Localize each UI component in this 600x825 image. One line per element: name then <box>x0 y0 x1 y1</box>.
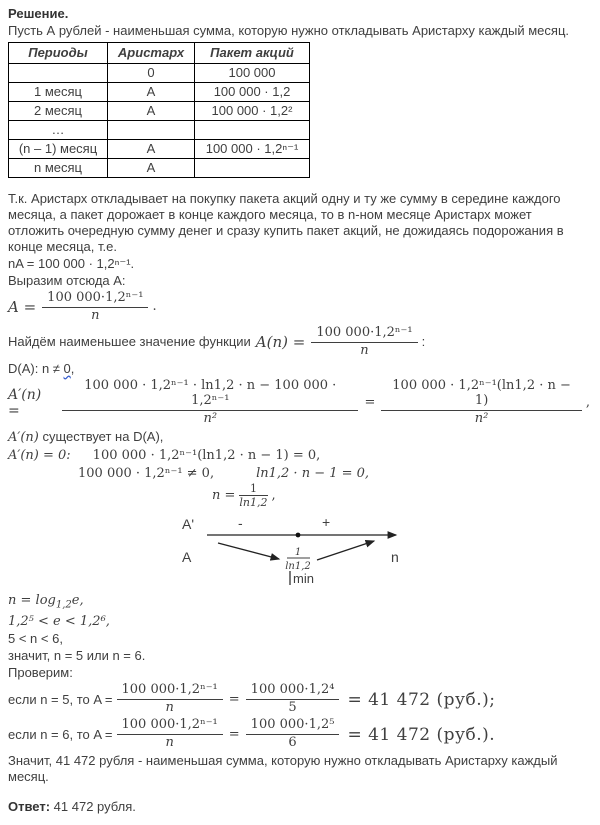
domain-zero: 0 <box>63 360 71 376</box>
min-point-denominator: ln1,2 <box>285 560 311 572</box>
equals-sign: = <box>364 394 376 410</box>
fraction-denominator: 5 <box>288 700 297 716</box>
table-row <box>9 102 310 121</box>
answer-line <box>8 799 590 815</box>
table-cell <box>108 121 195 140</box>
fraction <box>246 683 340 716</box>
derivative-axis-label: A' <box>182 515 195 532</box>
answer-label: Ответ: <box>8 799 51 815</box>
table-cell: 0 <box>108 64 195 83</box>
fraction <box>117 718 223 751</box>
a-equation-lhs: A = <box>8 298 37 317</box>
solution-heading: Решение. <box>8 6 69 21</box>
ln-equation: ln1,2 · n − 1 = 0, <box>256 465 370 481</box>
critical-line-2 <box>78 465 590 482</box>
domain-pre: D(A): n ≠ <box>8 360 64 376</box>
fraction-denominator: n <box>360 342 369 358</box>
derivative-lhs: A′(n) = <box>8 386 42 419</box>
table-row <box>9 83 310 102</box>
table-header-row <box>9 43 310 64</box>
domain-line <box>8 361 590 377</box>
table-cell: 100 000 · 1,2ⁿ⁻¹ <box>195 140 310 159</box>
fraction <box>246 718 340 751</box>
an-lhs: A(n) = <box>255 333 306 352</box>
table-cell <box>195 159 310 178</box>
plus-sign: + <box>322 513 331 530</box>
table-cell: А <box>108 83 195 102</box>
critical-line-1 <box>8 447 590 464</box>
table-cell: … <box>9 121 108 140</box>
fraction <box>381 379 582 427</box>
fraction-numerator: 100 000·1,2⁵ <box>246 718 340 735</box>
fraction-numerator: 100 000·1,2ⁿ⁻¹ <box>117 683 223 700</box>
case-n5-line <box>8 683 590 716</box>
fraction <box>311 326 417 359</box>
fraction-numerator: 100 000·1,2ⁿ⁻¹ <box>117 718 223 735</box>
fraction <box>62 379 358 427</box>
table-cell: А <box>108 102 195 121</box>
table-cell: А <box>108 140 195 159</box>
function-axis-label: A <box>182 548 192 565</box>
fraction-numerator: 1 <box>239 483 267 497</box>
table-cell: 1 месяц <box>9 83 108 102</box>
sign-diagram <box>176 512 590 590</box>
table-row <box>9 159 310 178</box>
table-row <box>9 140 310 159</box>
table-row <box>9 64 310 83</box>
case-n6-text: если n = 6, то A = <box>8 726 113 742</box>
fraction-denominator: ln1,2 <box>239 496 268 510</box>
minus-sign: - <box>238 514 243 531</box>
exists-line <box>8 429 590 446</box>
conclusion-paragraph: Значит, 41 472 рубля - наименьшая сумма, которую нужно откладывать Аристарху каждый месяц. <box>8 753 558 785</box>
table-cell: (n – 1) месяц <box>9 140 108 159</box>
table-header-periods: Периоды <box>9 43 108 64</box>
explanation-paragraph: Т.к. Аристарх откладывает на покупку пакета акций одну и ту же сумму в середине каждого месяца, а пакет дорожает в конце каждого месяца, то в n-ном месяце Аристарх может отложить очередную сумму денег и сразу купить пакет акций, не дожидаясь подорожания в конце месяца, т.е. <box>8 191 564 254</box>
fraction-numerator: 100 000·1,2ⁿ⁻¹ <box>311 326 417 343</box>
derivative-zero: A′(n) = 0: <box>8 447 71 463</box>
case-n5-result: = 41 472 (руб.); <box>347 689 496 710</box>
fraction-denominator: n <box>165 735 174 751</box>
derivative-equation <box>8 379 590 427</box>
fraction-denominator: 6 <box>288 735 297 751</box>
find-min-text: Найдём наименьшее значение функции <box>8 334 251 350</box>
decreasing-arrow <box>218 543 279 559</box>
table-header-packet: Пакет акций <box>195 43 310 64</box>
fraction <box>117 683 223 716</box>
critical-eq-1: 100 000 · 1,2ⁿ⁻¹(ln1,2 · n − 1) = 0, <box>92 447 321 463</box>
fraction-numerator: 100 000·1,2⁴ <box>246 683 340 700</box>
therefore-line: значит, n = 5 или n = 6. <box>8 648 146 664</box>
e-inequality-line: 1,2⁵ < e < 1,2⁶, <box>8 614 110 630</box>
fraction <box>239 483 267 510</box>
fraction-denominator: n² <box>203 410 218 426</box>
table-cell: 2 месяц <box>9 102 108 121</box>
fraction-numerator: 100 000 · 1,2ⁿ⁻¹(ln1,2 · n − 1) <box>381 379 582 411</box>
fraction <box>42 291 148 324</box>
domain-post: , <box>70 360 75 376</box>
fraction-denominator: n <box>165 700 174 716</box>
case-n5-text: если n = 5, то A = <box>8 691 113 707</box>
exists-text: существует на D(A), <box>38 428 164 444</box>
min-label: min <box>293 570 314 586</box>
table-cell: 100 000 <box>195 64 310 83</box>
case-n6-result: = 41 472 (руб.). <box>347 724 496 745</box>
table-cell <box>9 64 108 83</box>
table-row <box>9 121 310 140</box>
table-cell: 100 000 · 1,2² <box>195 102 310 121</box>
equals-sign: = <box>228 726 240 742</box>
table-cell <box>195 121 310 140</box>
increasing-arrow <box>317 541 374 560</box>
a-equation-period: . <box>152 299 157 315</box>
table-header-aristarh: Аристарх <box>108 43 195 64</box>
find-min-line <box>8 326 590 359</box>
answer-text: 41 472 рубля. <box>50 799 136 815</box>
table-cell: n месяц <box>9 159 108 178</box>
n-axis-label: n <box>391 548 399 565</box>
sign-diagram-svg <box>176 512 416 586</box>
case-n6-line <box>8 718 590 751</box>
fraction-denominator: n² <box>474 410 489 426</box>
table-cell: 100 000 · 1,2 <box>195 83 310 102</box>
n-equals: n = <box>212 488 236 504</box>
exists-lhs: A′(n) <box>8 429 39 445</box>
equals-sign: = <box>228 691 240 707</box>
intro-paragraph: Пусть А рублей - наименьшая сумма, которую нужно откладывать Аристарху каждый месяц. <box>8 23 570 38</box>
log-base: 1,2 <box>55 599 72 611</box>
critical-comma: , <box>271 488 276 504</box>
fraction-denominator: n <box>91 307 100 323</box>
n-inequality-line: 5 < n < 6, <box>8 631 63 647</box>
fraction-numerator: 100 000 · 1,2ⁿ⁻¹ · ln1,2 · n − 100 000 · 1,2ⁿ⁻¹ <box>62 379 358 411</box>
critical-point-dot <box>296 532 301 537</box>
min-point-numerator: 1 <box>294 546 302 558</box>
fraction-numerator: 100 000·1,2ⁿ⁻¹ <box>42 291 148 308</box>
log-post: e, <box>71 592 84 608</box>
critical-line-3 <box>212 483 590 510</box>
log-line <box>8 593 590 614</box>
table-cell: А <box>108 159 195 178</box>
a-equation <box>8 291 590 324</box>
log-pre: n = log <box>8 592 56 608</box>
find-min-colon: : <box>421 334 426 350</box>
na-equation: nA = 100 000 · 1,2ⁿ⁻¹. <box>8 256 135 271</box>
periods-table <box>8 42 310 178</box>
check-label: Проверим: <box>8 665 73 681</box>
nonzero-factor: 100 000 · 1,2ⁿ⁻¹ ≠ 0, <box>78 465 215 481</box>
derivative-comma: , <box>585 394 590 410</box>
express-a-line: Выразим отсюда А: <box>8 273 126 288</box>
